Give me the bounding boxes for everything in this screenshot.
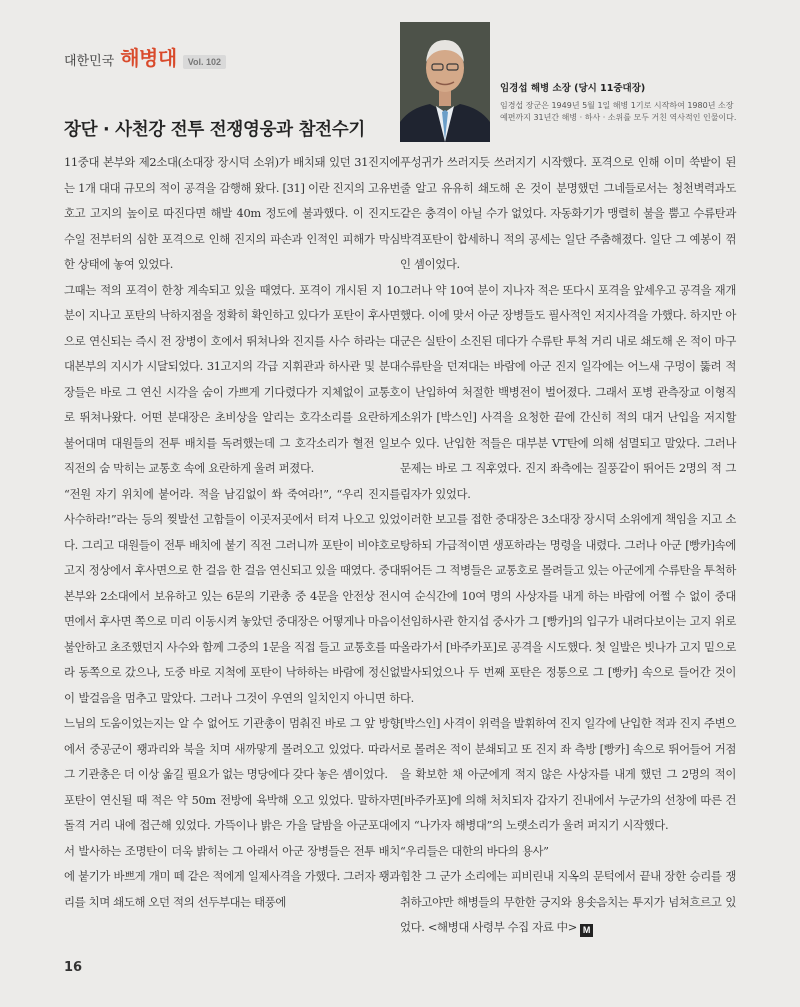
article-title: 장단 · 사천강 전투 전쟁영웅과 참전수기	[64, 120, 365, 140]
paragraph: 푸성귀가 쓰러지듯 쓰러지기 시작했다. 포격으로 인해 이미 쑥밭이 된 줄 알고 유유히 쇄도해 온 것이 분명했던 그네들로서는 청천벽력과도 같은 충격이 아닐 수가 없었다. 자동화기가 맹렬히 불을 뿜고 수류탄과 박격포탄이 합세하니 적의 공세는 일단 주춤해졌다. 일단 그 예봉이 꺾인 셈이었다.	[400, 155, 736, 271]
paragraph: 포탄이 연신될 때 적은 약 50m 전방에 육박해 오고 있었다. 말하자면 돌격 거리 내에 접근해 있었다. 가뜩이나 밝은 가을 달밤을 아군포대에서 발사하는 조명탄이 더욱 밝히는 그 아래서 아군 장병들은 전투 배치에 붙기가 바쁘게 개미 떼 같은 적에게 일제사격을 가했다. 그러자 꽹과리를 치며 쇄도해 오던 적의 선두부대는 태풍에	[64, 792, 400, 909]
paragraph: 그때는 적의 포격이 한창 계속되고 있을 때였다. 포격이 개시된 지 10분이 지나고 포탄의 낙하지점을 정확히 확인하고 있다가 포탄이 후사면으로 연신되는 즉시 전 장병이 호에서 뛰쳐나와 진지를 사수 하라는 대대본부의 지시가 시달되었다. 31고지의 각급 지휘관과 하사관 및 분대장들은 바로 그 연신 시각을 숨이 가쁘게 기다렸다가 지체없이 교통호로 뛰쳐나왔다. 어떤 분대장은 초비상을 알리는 호각소리를 요란하게 불어대며 대원들의 전투 배치를 독려했는데 그 호각소리가 혈전 일보 직전의 숨 막히는 교통호 속에 요란하게 울려 퍼졌다.	[64, 282, 400, 475]
final-paragraph-text: 힘찬 그 군가 소리에는 피비린내 지옥의 문턱에서 끝내 장한 승리를 쟁취하고야만 해병들의 무한한 긍지와 용솟음치는 투지가 넘쳐흐르고 있었다. <해병대 사령부 수집 자료 中>	[400, 869, 736, 934]
paragraph: “전원 자기 위치에 붙어라. 적을 남김없이 쏴 죽여라!”, “우리 진지를 사수하라!”라는 등의 찢발선 고함들이 이곳저곳에서 터져 나오고 있었다. 그리고 대원들이 전투 배치에 붙기 직전 그러니까 포탄이 비야호로 고지 정상에서 후사면으로 한 걸음 한 걸음 연신되고 있을 때였다. 중대본부와 2소대에서 보유하고 있는 6문의 기관총 중 4문을 안전상 전시면에서 후사면 쪽으로 미리 이동시켜 놓았던 중대장은 어떻게나 마음이 불안하고 초조했던지 사수와 함께 그중의 1문을 직접 들고 교통호를 따라 동쪽으로 갔으나, 도중 바로 지척에 포탄이 낙하하는 바람에 정신없이 발걸음을 멈추고 말았다. 그러나 그것이 우연의 일치인지 아니면 하느님의 도움이었는지는 알 수 없어도 기관총이 멈춰진 바로 그 앞 방향에서 중공군이 꽹과리와 북을 치며 새까맣게 몰려오고 있었다. 따라서 그 기관총은 더 이상 옮길 필요가 없는 명당에다 갖다 놓은 셈이었다.	[64, 486, 400, 781]
paragraph-final	[400, 864, 736, 941]
masthead-prefix: 대한민국	[64, 54, 115, 69]
paragraph: 이러한 보고를 접한 중대장은 3소대장 장시덕 소위에게 책임을 지고 소탕하되 가급적이면 생포하라는 명령을 내렸다. 그러나 아군 [빵카]속에 뛰어든 그 적병들은 교통호로 몰려들고 있는 아군에게 수류탄을 투척하여 순식간에 10여 명의 사상자를 내게 하는 바람에 어쩔 수 없이 중대 선임하사관 한지섭 중사가 그 [빵카]의 입구가 내려다보이는 고지 위로 올라가서 [바주카포]로 공격을 시도했다. 첫 일발은 빗나가 고지 밑으로 발사되었으나 두 번째 포탄은 정통으로 그 [빵카] 속으로 들어간 것이다.	[400, 512, 736, 705]
body-column-left	[64, 150, 400, 915]
paragraph: 그러나 약 10여 분이 지나자 적은 또다시 포격을 앞세우고 공격을 재개했다. 이에 맞서 아군 장병들도 필사적인 저지사격을 가했다. 하지만 아군은 실탄이 소진된 데다가 수류탄 투척 거리 내로 쇄도해 온 적이 마구 수류탄을 던져대는 바람에 아군 진지 일각에는 어느새 구멍이 뚫려 적이 난입하여 처절한 백병전이 벌어졌다. 그래서 포병 관측장교 이형직 소위가 [박스인] 사격을 요청한 끝에 간신히 적의 대거 난입을 저지할 수 있다. 난입한 적들은 대부분 VT탄에 의해 섬멸되고 말았다. 그러나 문제는 바로 그 직후였다. 진지 좌측에는 질풍같이 뛰어든 2명의 적 그림자가 있었다.	[400, 282, 736, 501]
end-mark: M	[580, 924, 593, 937]
paragraph: “우리들은 대한의 바다의 용사”	[400, 843, 549, 858]
masthead-title: 해병대	[120, 46, 177, 70]
portrait-photo	[400, 22, 490, 142]
portrait-illustration	[400, 22, 490, 142]
paragraph: [박스인] 사격이 위력을 발휘하여 진지 일각에 난입한 적과 진지 주변으로 몰려온 적이 분쇄되고 또 진지 좌 측방 [빵카] 속으로 뛰어들어 거점을 확보한 채 아군에게 적지 않은 사상자를 내게 했던 그 2명의 적이 [바주카포]에 의해 처치되자 갑자기 진내에서 누군가의 선창에 따른 건지 “나가자 해병대”의 노랫소리가 울려 퍼지기 시작했다.	[400, 716, 736, 832]
paragraph: 11중대 본부와 제2소대(소대장 장시덕 소위)가 배치돼 있던 31진지에는 1개 대대 규모의 적이 공격을 감행해 왔다. [31] 이란 진지의 고유번호고 고지의 높이로 따진다면 해발 40m 정도에 불과했다. 이 진지도 수일 전부터의 심한 포격으로 인해 진지의 파손과 인적인 피해가 막심한 상태에 놓여 있었다.	[64, 155, 400, 271]
photo-caption	[500, 80, 740, 124]
caption-name: 임경섭 해병 소장 (당시 11중대장)	[500, 83, 646, 94]
caption-description: 임경섭 장군은 1949년 5월 1일 해병 1기로 시작하여 1980년 소장 예편까지 31년간 해병 · 하사 · 소위를 모두 거친 역사적인 인물이다.	[500, 101, 737, 122]
magazine-masthead	[64, 42, 226, 71]
page-number: 16	[64, 960, 83, 975]
body-column-right	[400, 150, 736, 941]
volume-badge: Vol. 102	[183, 55, 226, 69]
